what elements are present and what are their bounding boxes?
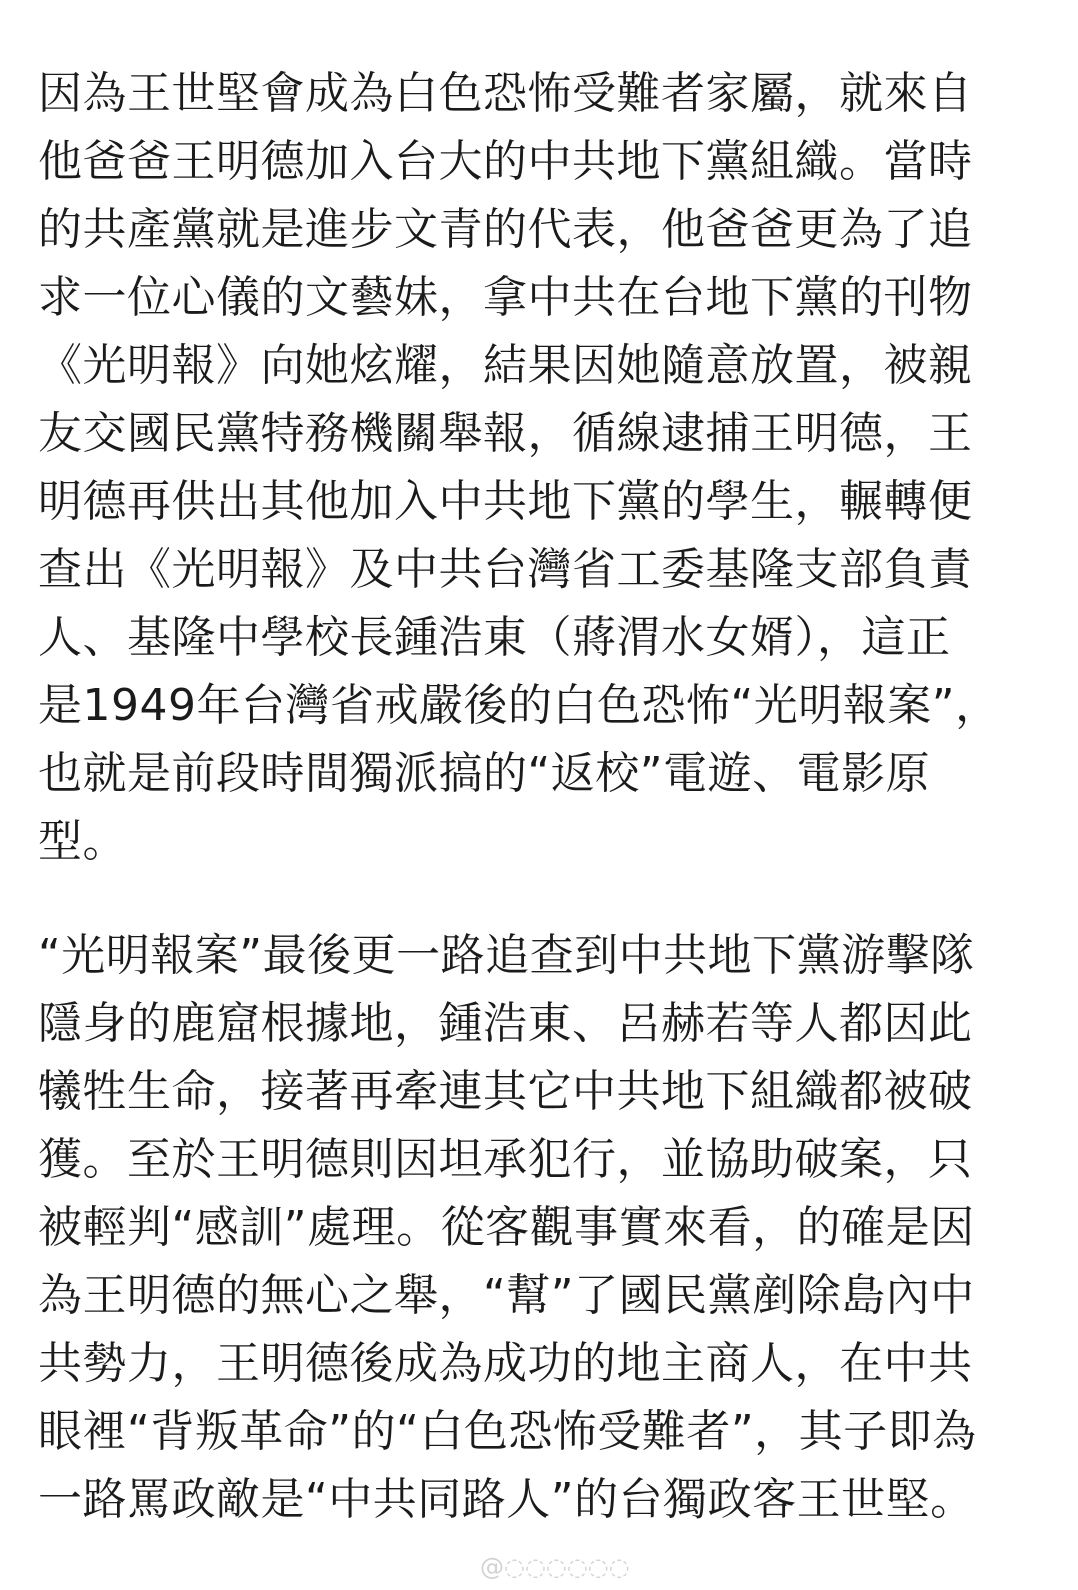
text-line: 被輕判“感訓”處理。從客觀事實來看，的確是因	[38, 1202, 975, 1253]
text-line: 隱身的鹿窟根據地，鍾浩東、呂赫若等人都因此	[38, 998, 973, 1049]
text-line: 型。	[38, 816, 127, 867]
text-line: 友交國民黨特務機關舉報，循線逮捕王明德，王	[38, 408, 973, 459]
text-line: 為王明德的無心之舉，“幫”了國民黨剷除島內中	[38, 1270, 975, 1321]
text-line: 眼裡“背叛革命”的“白色恐怖受難者”，其子即為	[38, 1406, 977, 1457]
text-line: 也就是前段時間獨派搞的“返校”電遊、電影原	[38, 748, 931, 799]
text-line: 查出《光明報》及中共台灣省工委基隆支部負責	[38, 544, 973, 595]
text-line: 犧牲生命，接著再牽連其它中共地下組織都被破	[38, 1066, 973, 1117]
text-line: 人、基隆中學校長鍾浩東（蔣渭水女婿），這正	[38, 612, 951, 663]
watermark: @◌◌◌◌◌◌	[480, 1553, 630, 1581]
text-line: 求一位心儀的文藝妹，拿中共在台地下黨的刊物	[38, 272, 973, 323]
article-paragraph-2	[38, 922, 977, 1534]
text-line: 共勢力，王明德後成為成功的地主商人，在中共	[38, 1338, 973, 1389]
text-line: 他爸爸王明德加入台大的中共地下黨組織。當時	[38, 136, 973, 187]
text-line: 《光明報》向她炫耀，結果因她隨意放置，被親	[38, 340, 973, 391]
article-paragraph-1	[38, 60, 1000, 876]
text-line: 是1949年台灣省戒嚴後的白色恐怖“光明報案”，	[38, 680, 1000, 731]
text-line: 因為王世堅會成為白色恐怖受難者家屬，就來自	[38, 68, 973, 119]
text-line: 一路罵政敵是“中共同路人”的台獨政客王世堅。	[38, 1474, 975, 1525]
text-line: “光明報案”最後更一路追查到中共地下黨游擊隊	[38, 930, 975, 981]
text-line: 獲。至於王明德則因坦承犯行，並協助破案，只	[38, 1134, 973, 1185]
text-line: 的共產黨就是進步文青的代表，他爸爸更為了追	[38, 204, 973, 255]
text-line: 明德再供出其他加入中共地下黨的學生，輾轉便	[38, 476, 973, 527]
